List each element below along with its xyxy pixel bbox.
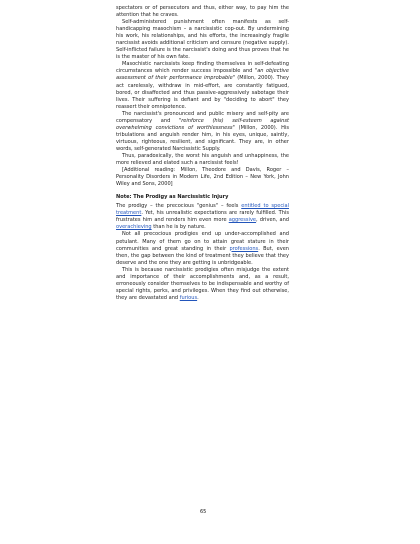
body-text-section-a [116,5,289,188]
text-run: than he is by nature. [151,224,206,231]
hyperlink[interactable]: professions [229,245,259,252]
section-heading: Note: The Prodigy as Narcissistic Injury [116,194,229,201]
paragraph-p5 [116,153,289,167]
text-run: [Additional reading: Millon, Theodore and Davis, Roger – Personality Disorders in Modern Life, 2nd Edition – New York, John Wiley and Sons, 2000] [116,167,289,188]
text-run: (Millon, 2000). His tribulations and anguish render him, in his eyes, unique, saintly, virtuous, righteous, resilient, and significant. They are, in other words, self-generated Narcissistic Supply. [116,124,289,152]
paragraph-q1 [116,203,289,231]
paragraph-p2 [116,19,289,61]
text-run: The narcissist's pronounced and public misery and self-pity are compensatory and [116,110,289,124]
hyperlink[interactable]: furious [179,294,198,301]
quoted-phrase: "an objective assessment of their performance improbable" [116,68,290,82]
text-run: . But, even then, the gap between the kind of treatment they believe that they deserve and the one they are getting is unbridgeable. [116,245,290,266]
text-run: The prodigy – the precocious "genius" – feels [116,203,242,210]
text-run: This is because narcissistic prodigies often misjudge the extent and importance of their accomplishments and, as a result, erroneously consider themselves to be indispensable and worthy of special rights, perks, and privileges. When they find out otherwise, they are devastated and [116,266,289,301]
paragraph-p6 [116,167,289,188]
text-run: . Yet, his unrealistic expectations are rarely fulfilled. This frustrates him and renders him even more [116,210,289,224]
hyperlink[interactable]: overachieving [116,224,152,231]
document-page [116,5,289,302]
text-run: , driven, and [256,217,289,224]
text-run: Thus, paradoxically, the worst his anguish and unhappiness, the more relieved and elated such a narcissist feels! [116,152,289,167]
text-run: Not all precocious prodigies end up under-accomplished and petulant. Many of them go on to attain great stature in their communities and great standing in their [116,231,289,252]
quoted-phrase: "reinforce (his) self-esteem against overwhelming convictions of worthlessness" [116,117,289,131]
text-run: (Millon, 2000). They act carelessly, withdraw in mid-effort, are constantly fatigued, bored, or disaffected and thus passive-aggressively sabotage their lives. Their suffering is defiant and by "deciding to abort" they reassert their omnipotence. [116,75,289,110]
text-run: . [197,294,199,301]
paragraph-p3 [116,61,289,110]
page-number: 65 [200,509,207,515]
paragraph-p1 [116,5,289,19]
text-run: Self-administered punishment often manifests as self-handicapping masochism – a narcissistic cop-out. By undermining his work, his relationships, and his efforts, the increasingly fragile narcissist avoids additional criticism and censure (negative supply). Self-inflicted failure is the narcissist's doing and thus proves that he is the master of his own fate. [116,19,289,61]
paragraph-q3 [116,267,289,302]
body-text-section-b [116,203,289,302]
hyperlink[interactable]: entitled to special treatment [116,203,289,217]
paragraph-p4 [116,111,289,153]
text-run: spectators or of persecutors and thus, either way, to pay him the attention that he craves. [116,5,289,19]
paragraph-q2 [116,231,289,266]
hyperlink[interactable]: aggressive [228,217,257,224]
text-run: Masochistic narcissists keep finding themselves in self-defeating circumstances which render success impossible and [116,61,289,75]
